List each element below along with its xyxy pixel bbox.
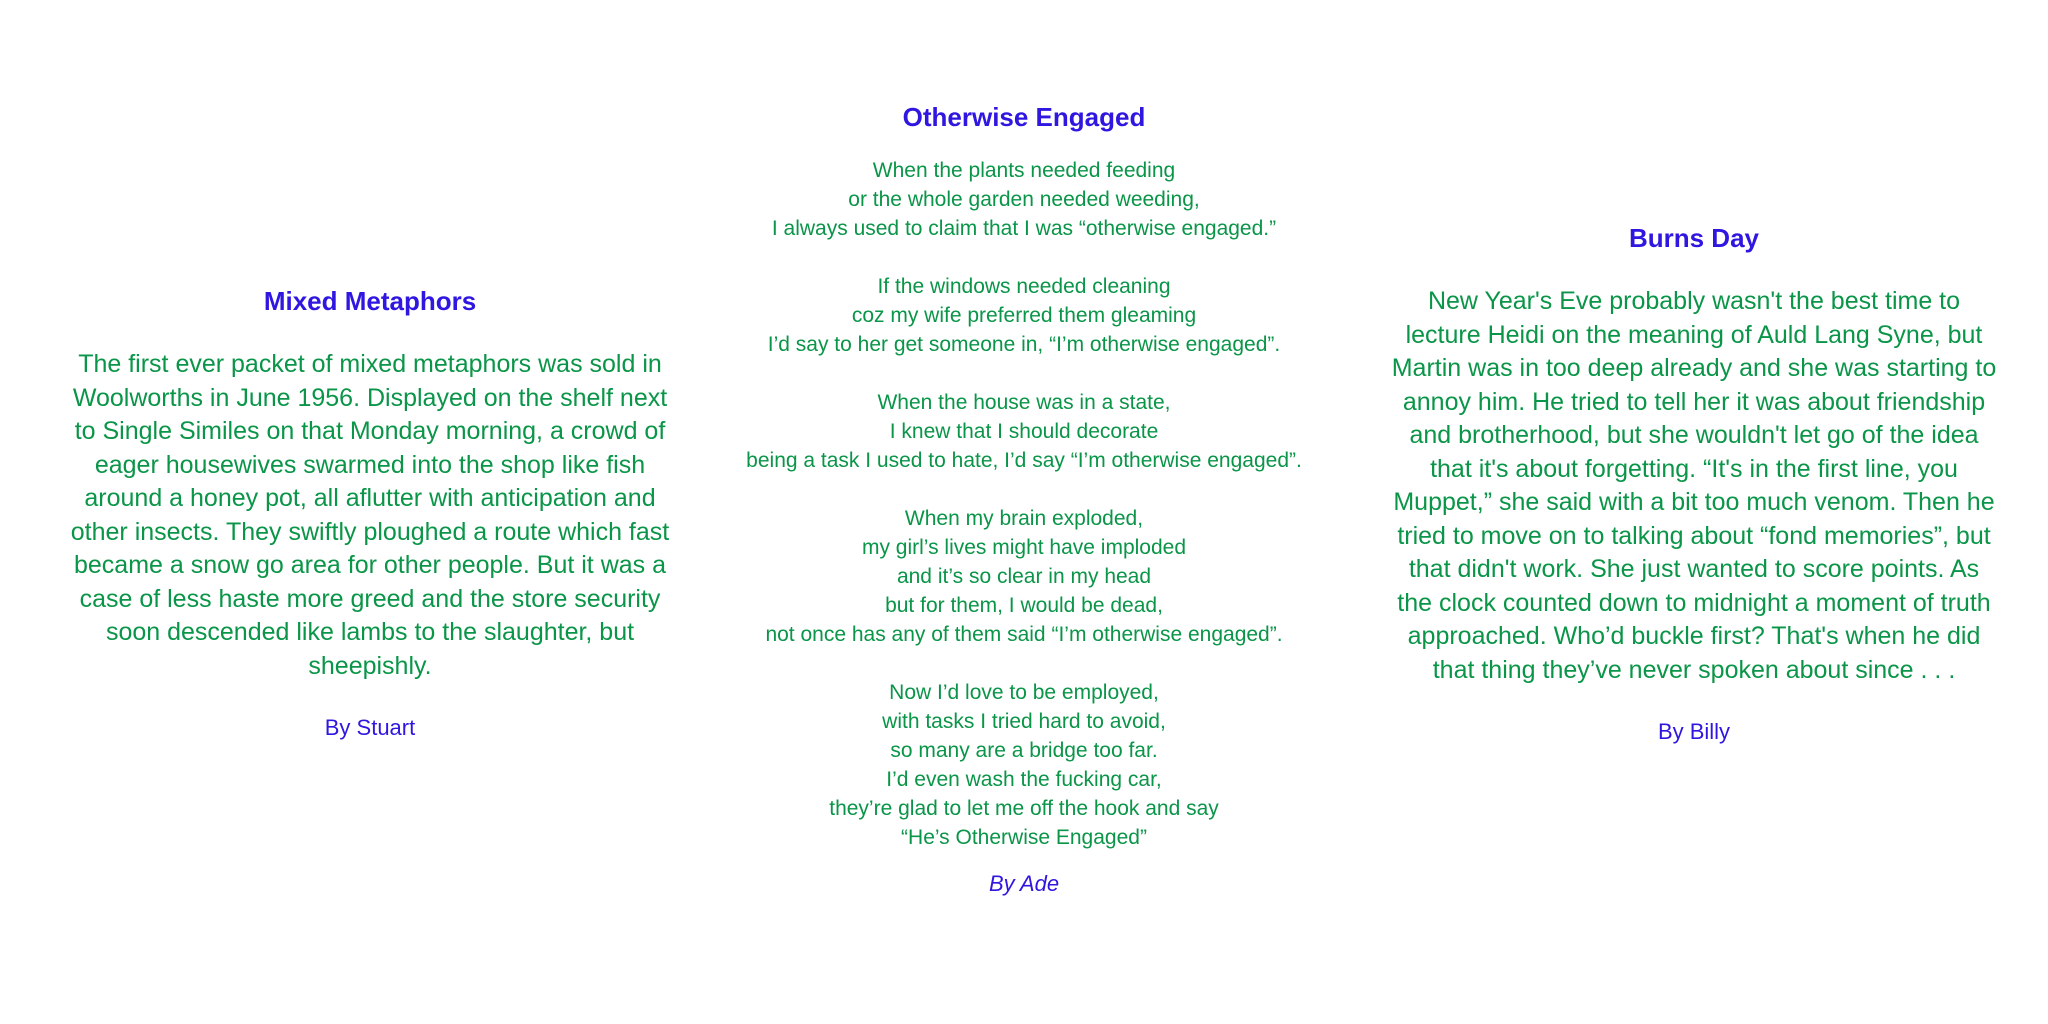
story-mixed-metaphors xyxy=(66,284,674,743)
poem-stanza-2 xyxy=(720,272,1328,359)
poem-otherwise-engaged xyxy=(720,100,1328,899)
poem-stanza-3 xyxy=(720,388,1328,475)
story-title: Mixed Metaphors xyxy=(263,286,477,316)
poem-stanza-5 xyxy=(720,678,1328,852)
poem-line: “He’s Otherwise Engaged” xyxy=(901,826,1147,849)
poem-line: my girl’s lives might have imploded xyxy=(861,536,1187,559)
poem-line: I’d even wash the fucking car, xyxy=(886,768,1162,791)
poem-line: If the windows needed cleaning xyxy=(877,275,1171,298)
story-byline: By Stuart xyxy=(324,715,416,740)
poem-line: or the whole garden needed weeding, xyxy=(848,188,1200,211)
poem-stanza-1 xyxy=(720,156,1328,243)
poem-line: they’re glad to let me off the hook and say xyxy=(829,797,1219,820)
poem-line: I knew that I should decorate xyxy=(889,420,1159,443)
poem-line: being a task I used to hate, I’d say “I’m otherwise engaged”. xyxy=(746,449,1302,472)
poem-body xyxy=(720,156,1328,852)
story-burns-day xyxy=(1390,221,1998,747)
poem-title: Otherwise Engaged xyxy=(902,102,1146,132)
poem-byline: By Ade xyxy=(988,871,1060,896)
story-title: Burns Day xyxy=(1628,223,1760,253)
poem-line: with tasks I tried hard to avoid, xyxy=(882,710,1166,733)
poem-stanza-4 xyxy=(720,504,1328,649)
story-body: The first ever packet of mixed metaphors was sold in Woolworths in June 1956. Displayed on the shelf next to Single Similes on that Monday morning, a crowd of eager housewives swarmed into the shop like fish around a honey pot, all aflutter with anticipation and other insects. They swiftly ploughed a route which fast became a snow go area for other people. But it was a case of less haste more greed and the store security soon descended like lambs to the slaughter, but sheepishly. xyxy=(70,350,670,680)
poem-line: I’d say to her get someone in, “I’m otherwise engaged”. xyxy=(767,333,1281,356)
poem-line: so many are a bridge too far. xyxy=(890,739,1158,762)
story-byline: By Billy xyxy=(1657,719,1731,744)
poem-line: I always used to claim that I was “otherwise engaged.” xyxy=(771,217,1277,240)
poem-line: When the house was in a state, xyxy=(877,391,1171,414)
poem-line: When my brain exploded, xyxy=(904,507,1144,530)
poem-line: not once has any of them said “I’m otherwise engaged”. xyxy=(765,623,1283,646)
poem-line: but for them, I would be dead, xyxy=(885,594,1163,617)
poem-line: When the plants needed feeding xyxy=(872,159,1176,182)
poem-line: coz my wife preferred them gleaming xyxy=(851,304,1197,327)
poem-line: Now I’d love to be employed, xyxy=(889,681,1159,704)
story-body: New Year's Eve probably wasn't the best time to lecture Heidi on the meaning of Auld Lang Syne, but Martin was in too deep already and she was starting to annoy him. He tried to tell her it was about friendship and brotherhood, but she wouldn't let go of the idea that it's about forgetting. “It's in the first line, you Muppet,” she said with a bit too much venom. Then he tried to move on to talking about “fond memories”, but that didn't work. She just wanted to score points. As the clock counted down to midnight a moment of truth approached. Who’d buckle first? That's when he did that thing they’ve never spoken about since . . . xyxy=(1391,287,1997,684)
poem-line: and it’s so clear in my head xyxy=(896,565,1152,588)
